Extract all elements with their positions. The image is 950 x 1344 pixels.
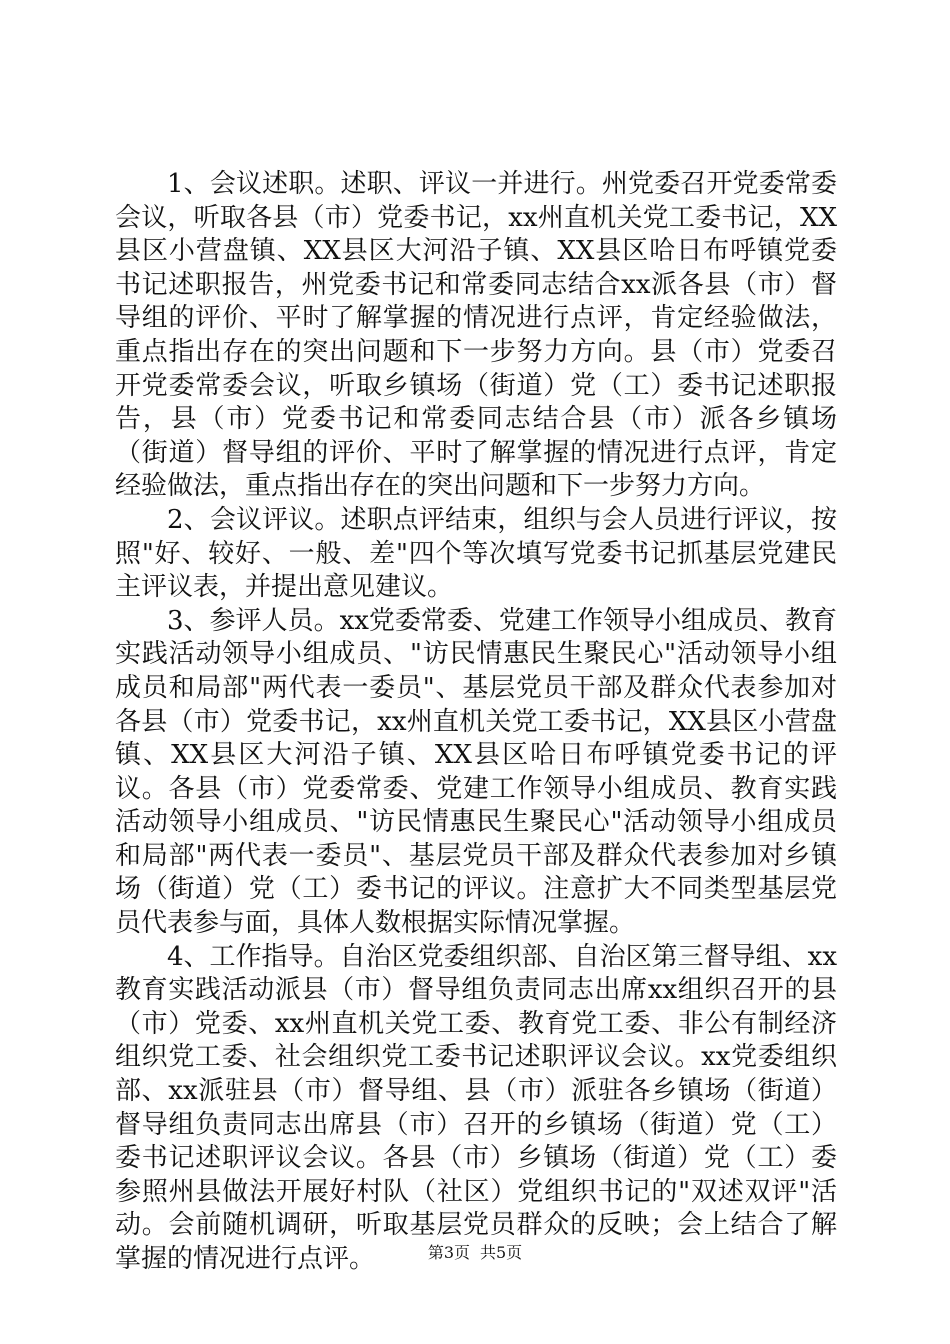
page-total: 共5页: [480, 1243, 523, 1262]
paragraph-meeting-report: 1、会议述职。述职、评议一并进行。州党委召开党委常委会议，听取各县（市）党委书记，xx州直机关党工委书记，XX县区小营盘镇、XX县区大河沿子镇、XX县区哈日布呼镇党委书记述职报告，州党委书记和常委同志结合xx派各县（市）督导组的评价、平时了解掌握的情况进行点评，肯定经验做法，重点指出存在的突出问题和下一步努力方向。县（市）党委召开党委常委会议，听取乡镇场（街道）党（工）委书记述职报告，县（市）党委书记和常委同志结合县（市）派各乡镇场（街道）督导组的评价、平时了解掌握的情况进行点评，肯定经验做法，重点指出存在的突出问题和下一步努力方向。: [115, 169, 837, 502]
page-footer: [0, 1243, 950, 1263]
page-number: 第3页: [427, 1243, 470, 1262]
paragraph-work-guidance: 4、工作指导。自治区党委组织部、自治区第三督导组、xx教育实践活动派县（市）督导组负责同志出席xx组织召开的县（市）党委、xx州直机关党工委、教育党工委、非公有制经济组织党工委、社会组织党工委书记述职评议会议。xx党委组织部、xx派驻县（市）督导组、县（市）派驻各乡镇场（街道）督导组负责同志出席县（市）召开的乡镇场（街道）党（工）委书记述职评议会议。各县（市）乡镇场（街道）党（工）委参照州县做法开展好村队（社区）党组织书记的"双述双评"活动。会前随机调研，听取基层党员群众的反映；会上结合了解掌握的情况进行点评。: [115, 941, 837, 1274]
document-body: [115, 168, 837, 1277]
paragraph-meeting-review: 2、会议评议。述职点评结束，组织与会人员进行评议，按照"好、较好、一般、差"四个等次填写党委书记抓基层党建民主评议表，并提出意见建议。: [115, 504, 837, 603]
paragraph-participants: 3、参评人员。xx党委常委、党建工作领导小组成员、教育实践活动领导小组成员、"访民情惠民生聚民心"活动领导小组成员和局部"两代表一委员"、基层党员干部及群众代表参加对各县（市）党委书记，xx州直机关党工委书记，XX县区小营盘镇、XX县区大河沿子镇、XX县区哈日布呼镇党委书记的评议。各县（市）党委常委、党建工作领导小组成员、教育实践活动领导小组成员、"访民情惠民生聚民心"活动领导小组成员和局部"两代表一委员"、基层党员干部及群众代表参加对乡镇场（街道）党（工）委书记的评议。注意扩大不同类型基层党员代表参与面，具体人数根据实际情况掌握。: [115, 605, 837, 939]
